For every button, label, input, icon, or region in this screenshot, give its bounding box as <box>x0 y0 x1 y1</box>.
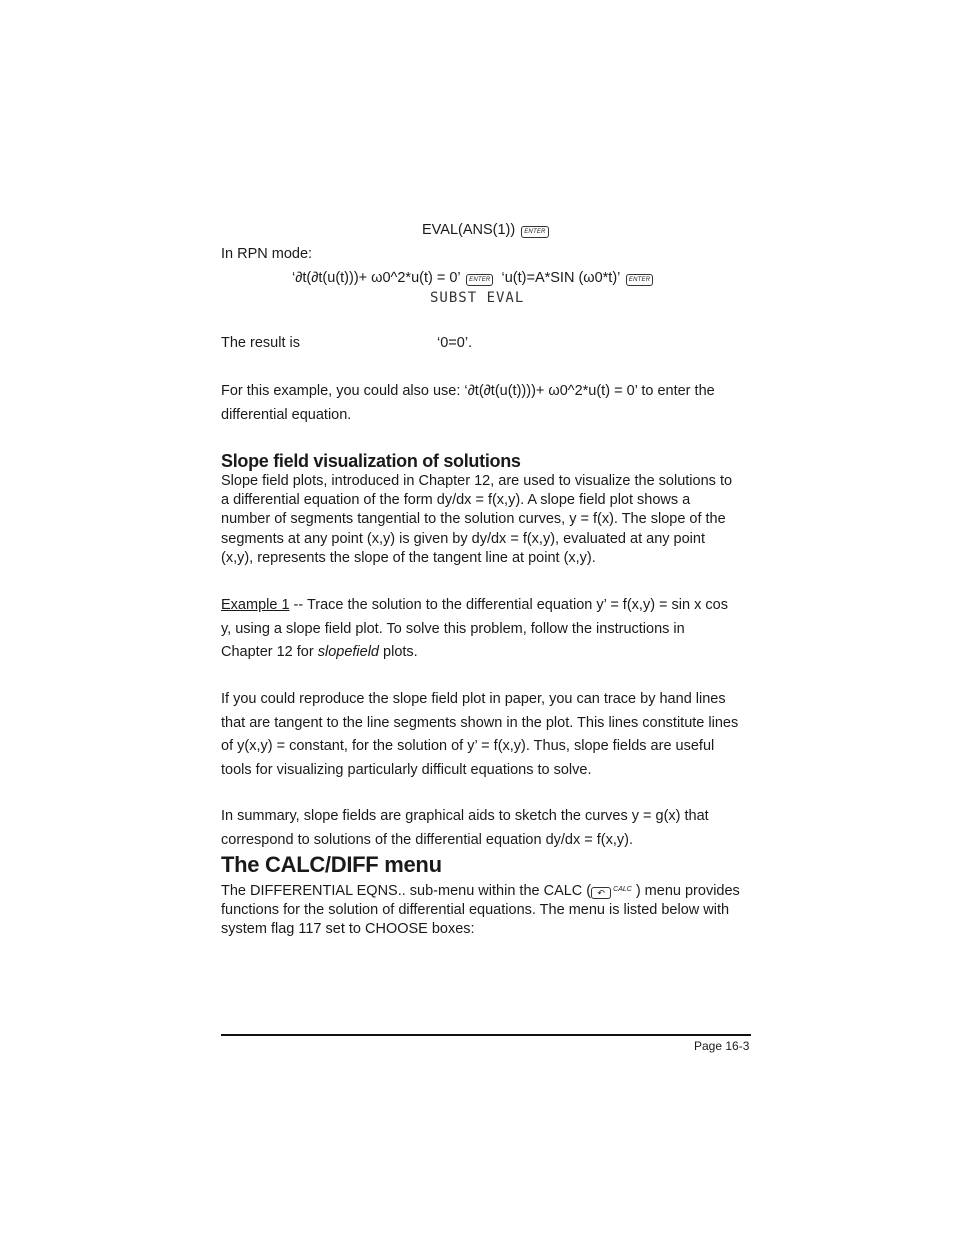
text-line: Slope field plots, introduced in Chapter 12, are used to visualize the solutions to <box>221 473 733 489</box>
text-span: The DIFFERENTIAL EQNS.. sub-menu within the CALC ( <box>221 883 592 899</box>
softkey-labels: SUBST EVAL <box>430 290 525 306</box>
example-label: Example 1 <box>221 597 290 613</box>
alternate-input-paragraph <box>221 380 751 427</box>
rpn-equation-line <box>292 270 653 286</box>
text-line: that are tangent to the line segments shown in the plot. This lines constitute lines <box>221 714 739 731</box>
text-span: Chapter 12 for <box>221 644 318 660</box>
slope-field-paragraph <box>221 472 751 568</box>
text-line: correspond to solutions of the differential equation dy/dx = f(x,y). <box>221 831 634 848</box>
text-line: a differential equation of the form dy/dx = f(x,y). A slope field plot shows a <box>221 492 691 509</box>
text-line: segments at any point (x,y) is given by dy/dx = f(x,y), evaluated at any point <box>221 530 705 547</box>
text-line <box>221 594 751 618</box>
text-span: -- Trace the solution to the differential equation y’ = f(x,y) = sin x cos <box>289 597 728 613</box>
text-span: plots. <box>379 644 418 660</box>
section-heading-slope-field: Slope field visualization of solutions <box>221 451 521 471</box>
text-line: For this example, you could also use: ‘∂t(∂t(u(t))))+ ω0^2*u(t) = 0’ to enter the <box>221 383 715 399</box>
trace-paragraph <box>221 688 751 782</box>
left-shift-key-icon: ↶ <box>591 887 611 899</box>
emphasis: slopefield <box>317 644 379 660</box>
section-heading-calc-diff: The CALC/DIFF menu <box>221 852 442 877</box>
enter-key-icon: ENTER <box>466 274 493 286</box>
eval-command-line <box>422 222 549 238</box>
footer-rule <box>221 1034 751 1036</box>
text-line: In summary, slope fields are graphical aids to sketch the curves y = g(x) that <box>221 808 709 824</box>
rpn-equation: ‘∂t(∂t(u(t)))+ ω0^2*u(t) = 0’ <box>292 270 461 286</box>
text-span: ) menu provides <box>635 883 740 899</box>
text-line <box>221 880 751 901</box>
enter-key-icon: ENTER <box>521 226 548 238</box>
result-value: ‘0=0’. <box>437 335 473 351</box>
enter-key-icon: ENTER <box>626 274 653 286</box>
calc-key-label: CALC <box>613 886 632 893</box>
text-line: tools for visualizing particularly difficult equations to solve. <box>221 761 592 778</box>
example-1-paragraph <box>221 594 751 665</box>
text-line: number of segments tangential to the solution curves, y = f(x). The slope of the <box>221 511 726 528</box>
calc-diff-paragraph <box>221 880 751 940</box>
text-line: If you could reproduce the slope field plot in paper, you can trace by hand lines <box>221 691 726 707</box>
text-line: functions for the solution of differential equations. The menu is listed below with <box>221 902 730 919</box>
text-line: (x,y), represents the slope of the tangent line at point (x,y). <box>221 549 596 566</box>
summary-paragraph <box>221 805 751 852</box>
page-number: Page 16-3 <box>694 1039 750 1053</box>
text-line: of y(x,y) = constant, for the solution of y’ = f(x,y). Thus, slope fields are useful <box>221 738 715 754</box>
rpn-mode-label: In RPN mode: <box>221 246 313 262</box>
text-line <box>221 641 751 665</box>
text-line: y, using a slope field plot. To solve this problem, follow the instructions in <box>221 620 685 637</box>
result-label: The result is <box>221 335 300 351</box>
eval-command: EVAL(ANS(1)) <box>422 222 516 238</box>
text-line: system flag 117 set to CHOOSE boxes: <box>221 921 475 938</box>
text-line: differential equation. <box>221 406 352 423</box>
rpn-substitution: ‘u(t)=A*SIN (ω0*t)’ <box>501 270 620 286</box>
